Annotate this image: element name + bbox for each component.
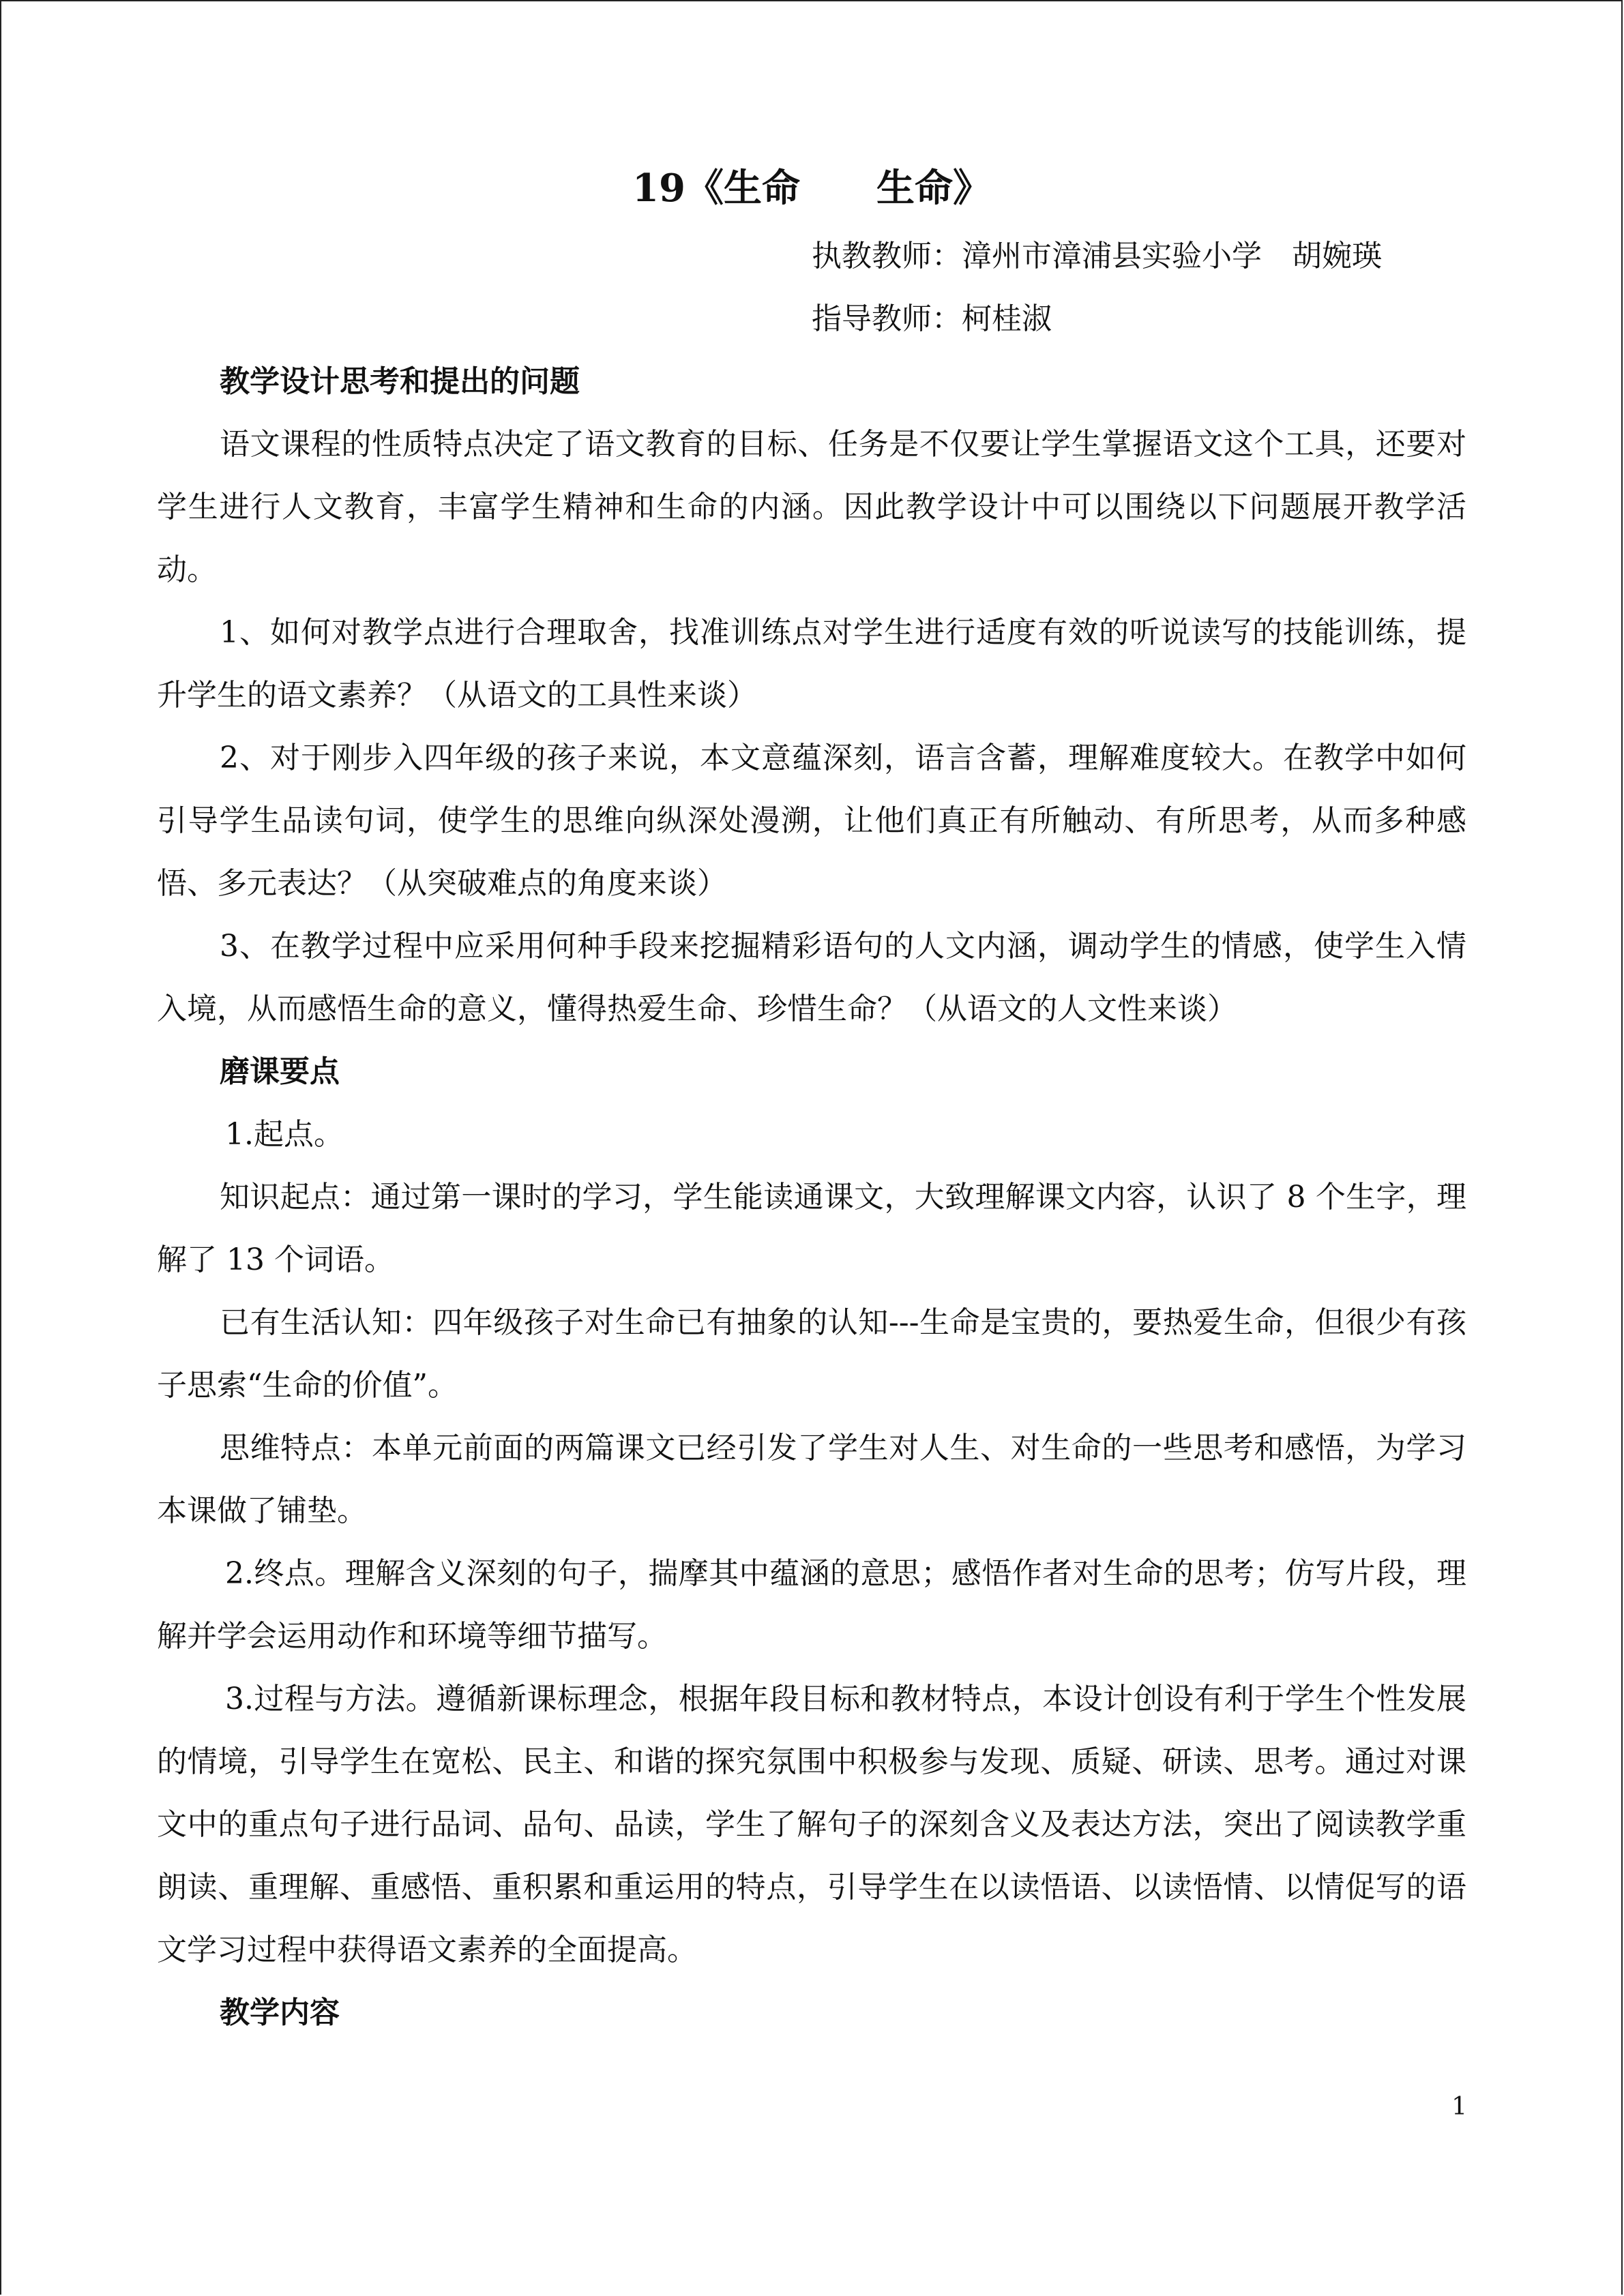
page-number: 1 xyxy=(1451,2093,1467,2121)
paragraph: 1、如何对教学点进行合理取舍，找准训练点对学生进行适度有效的听说读写的技能训练，提升学生的语文素养？（从语文的工具性来谈） xyxy=(157,615,1466,713)
paragraph: 思维特点：本单元前面的两篇课文已经引发了学生对人生、对生命的一些思考和感悟，为学习本课做了铺垫。 xyxy=(157,1431,1466,1528)
document-body xyxy=(157,164,1466,2044)
section-heading-design-questions: 教学设计思考和提出的问题 xyxy=(220,364,580,399)
mentor-line: 指导教师：柯桂淑 xyxy=(812,301,1052,336)
paragraph: 知识起点：通过第一课时的学习，学生能读通课文，大致理解课文内容，认识了 8 个生字，理解了 13 个词语。 xyxy=(157,1180,1466,1277)
paragraph: 3、在教学过程中应采用何种手段来挖掘精彩语句的人文内涵，调动学生的情感，使学生入情入境，从而感悟生命的意义，懂得热爱生命、珍惜生命？（从语文的人文性来谈） xyxy=(157,929,1466,1026)
paragraph: 已有生活认知：四年级孩子对生命已有抽象的认知---生命是宝贵的，要热爱生命，但很少有孩子思索“生命的价值”。 xyxy=(157,1305,1466,1403)
document-title: 19《生命 生命》 xyxy=(632,166,991,211)
section-heading-teaching-content: 教学内容 xyxy=(220,1995,340,2030)
paragraph: 2、对于刚步入四年级的孩子来说，本文意蕴深刻，语言含蓄，理解难度较大。在教学中如何引导学生品读句词，使学生的思维向纵深处漫溯，让他们真正有所触动、有所思考，从而多种感悟、多元表达？（从突破难点的角度来谈） xyxy=(157,741,1466,901)
paragraph: 语文课程的性质特点决定了语文教育的目标、任务是不仅要让学生掌握语文这个工具，还要对学生进行人文教育，丰富学生精神和生命的内涵。因此教学设计中可以围绕以下问题展开教学活动。 xyxy=(157,427,1466,587)
teacher-line: 执教教师：漳州市漳浦县实验小学 胡婉瑛 xyxy=(812,239,1382,273)
section-heading-key-points: 磨课要点 xyxy=(220,1054,340,1089)
paragraph: 3.过程与方法。遵循新课标理念，根据年段目标和教材特点，本设计创设有利于学生个性发展的情境，引导学生在宽松、民主、和谐的探究氛围中积极参与发现、质疑、研读、思考。通过对课文中的重点句子进行品词、品句、品读，学生了解句子的深刻含义及表达方法，突出了阅读教学重朗读、重理解、重感悟、重积累和重运用的特点，引导学生在以读悟语、以读悟情、以情促写的语文学习过程中获得语文素养的全面提高。 xyxy=(157,1682,1466,1967)
paragraph: 2.终点。理解含义深刻的句子，揣摩其中蕴涵的意思；感悟作者对生命的思考；仿写片段，理解并学会运用动作和环境等细节描写。 xyxy=(157,1556,1466,1654)
paragraph: 1.起点。 xyxy=(225,1117,344,1152)
